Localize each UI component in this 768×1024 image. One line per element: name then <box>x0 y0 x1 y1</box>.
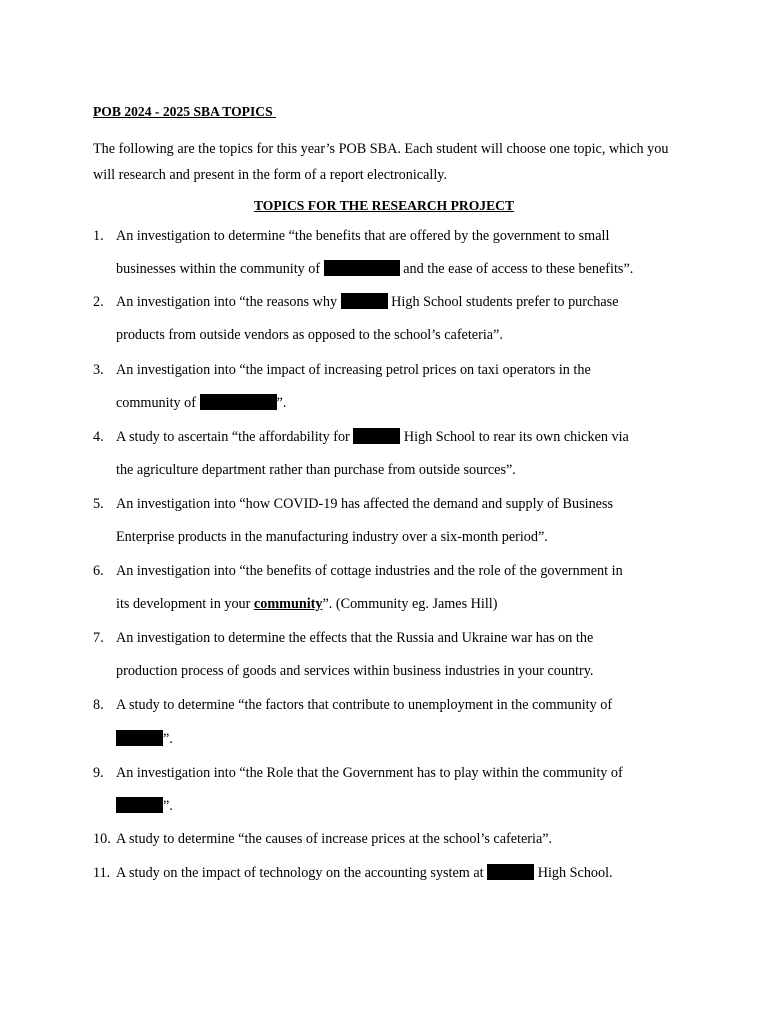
topic-text-line2: businesses within the community of and the ease of access to these benefits”. <box>116 261 634 277</box>
redaction-box <box>341 293 388 309</box>
topic-text: A study to determine “the factors that contribute to unemployment in the community of <box>116 697 613 713</box>
topic-text: An investigation into “the reasons why High School students prefer to purchase <box>116 294 619 310</box>
document-title: POB 2024 - 2025 SBA TOPICS <box>93 104 277 119</box>
topic-text: An investigation to determine “the benefits that are offered by the government to small <box>116 228 610 244</box>
topic-number: 3. <box>93 362 104 378</box>
topic-number: 10. <box>93 831 111 847</box>
emphasized-word: community <box>253 596 323 612</box>
redaction-box <box>200 394 277 410</box>
topic-text: A study to ascertain “the affordability for High School to rear its own chicken via <box>116 429 629 445</box>
topic-number: 7. <box>93 630 104 646</box>
topic-text: An investigation into “the Role that the Government has to play within the community of <box>116 765 623 781</box>
topic-text: A study to determine “the causes of increase prices at the school’s cafeteria”. <box>116 831 553 847</box>
topic-text: A study on the impact of technology on the accounting system at High School. <box>116 865 613 881</box>
topic-text: An investigation into “how COVID-19 has affected the demand and supply of Business <box>116 496 613 512</box>
topic-number: 5. <box>93 496 104 512</box>
topic-number: 4. <box>93 429 104 445</box>
redaction-box <box>116 730 163 746</box>
topic-text-line2: the agriculture department rather than purchase from outside sources”. <box>116 462 516 478</box>
topic-text-line2: its development in your community”. (Community eg. James Hill) <box>116 596 498 612</box>
topic-text: An investigation into “the benefits of cottage industries and the role of the government in <box>116 563 623 579</box>
topic-number: 11. <box>93 865 111 881</box>
redaction-box <box>324 260 400 276</box>
topic-text-line2: ”. <box>116 796 173 816</box>
topic-number: 9. <box>93 765 104 781</box>
topic-text-line2: Enterprise products in the manufacturing industry over a six-month period”. <box>116 529 548 545</box>
redaction-box <box>487 864 534 880</box>
topic-text-line2: products from outside vendors as opposed to the school’s cafeteria”. <box>116 327 503 343</box>
intro-paragraph: The following are the topics for this year’s POB SBA. Each student will choose one topic, which you will research and present in the form of a report electronically. <box>93 141 669 183</box>
topic-text-line2: production process of goods and services within business industries in your country. <box>116 663 594 679</box>
section-heading: TOPICS FOR THE RESEARCH PROJECT <box>253 198 515 213</box>
topic-text: An investigation to determine the effects that the Russia and Ukraine war has on the <box>116 630 594 646</box>
redaction-box <box>353 428 400 444</box>
topic-number: 2. <box>93 294 104 310</box>
topic-number: 1. <box>93 228 104 244</box>
topic-text-line2: community of ”. <box>116 395 287 411</box>
topic-text-line2: ”. <box>116 729 173 749</box>
topic-text: An investigation into “the impact of increasing petrol prices on taxi operators in the <box>116 362 591 378</box>
topic-number: 8. <box>93 697 104 713</box>
redaction-box <box>116 797 163 813</box>
topic-number: 6. <box>93 563 104 579</box>
